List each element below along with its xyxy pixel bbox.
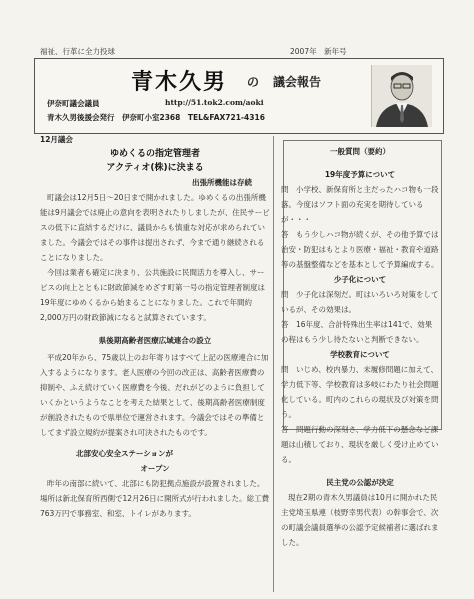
question-heading: 19年度予算について bbox=[324, 170, 396, 179]
section-label: 12月議会 bbox=[40, 135, 73, 144]
subheadline-branch-office: 出張所機能は存続 bbox=[192, 178, 252, 187]
article-paragraph: 現在2期の青木久男議員は10月に開かれた民主党埼玉県連（枝野幸男代表）の幹事会で、次の町議会議員選挙の公認予定候補者に選ばれました。 bbox=[281, 493, 439, 547]
answer: 答 16年度、合計特殊出生率は141で、効果の程はもう少し待たないと判断できない。 bbox=[281, 320, 433, 344]
answer: 答 問題行動の深刻さ、学力低下の懸念など課題は山積しており、現状を厳しく受け止めている。 bbox=[281, 425, 439, 464]
role-label: 伊奈町議会議員 bbox=[47, 99, 100, 108]
tagline: 福祉、行革に全力投球 bbox=[40, 47, 115, 56]
article-paragraph: 町議会は12月5日～20日まで開かれました。ゆめくるの出張所機能は9月議会では廃止の意向を表明されたりしましたが、住民サービスの低下に直結するだけに、議員からも慎重な対応が求められていました。今議会ではその事件は提出されず、今まで通り継続されることになりました。 bbox=[40, 193, 270, 262]
article-paragraph: 平成20年から、75歳以上のお年寄りはすべて上記の医療連合に加入するようになります。老人医療の今回の改正は、高齢者医療費の抑制や、ふえ続けていく医療費を今後、だれがどのように負担していくかというようなことを考えた結果として、後期高齢者医療制度が創設されたもので県単位で運営されます。今議会ではその準備としてまず設立規約が提案され可決されたものです。 bbox=[40, 353, 269, 437]
right-column bbox=[281, 132, 439, 550]
question: 問 少子化は深刻だ。町はいろいろ対策をしているが、その効果は。 bbox=[281, 290, 439, 314]
headline-yumekuru-2: アクティオ(株)に決まる bbox=[106, 163, 204, 173]
masthead-name: 青木久男 bbox=[131, 69, 228, 95]
headline-party-endorsement: 民主党の公認が決定 bbox=[326, 478, 394, 487]
issue-label: 2007年 新年号 bbox=[290, 47, 347, 56]
masthead bbox=[34, 58, 444, 134]
question-heading: 学校教育について bbox=[330, 350, 390, 359]
masthead-subtitle: 議会報告 bbox=[273, 75, 322, 89]
headline-medical-union: 県後期高齢者医療広域連合の設立 bbox=[98, 336, 212, 345]
answer: 答 もう少しハコ物が続くが、その他予算では治安・防犯はもとより医療・福祉・教育や道路等の基盤整備などを基本として予算編成する。 bbox=[281, 230, 439, 269]
left-column bbox=[40, 132, 270, 521]
headline-yumekuru-1: ゆめくるの指定管理者 bbox=[109, 149, 200, 159]
box-title: 一般質問（要約） bbox=[330, 147, 390, 156]
portrait-icon bbox=[372, 65, 432, 127]
publisher-address: 青木久男後援会発行 伊奈町小室2368 TEL&FAX721-4316 bbox=[47, 113, 265, 122]
article-paragraph: 昨年の南部に続いて、北部にも防犯拠点施設が設置されました。場所は新北保育所西側で12月26日に開所式が行われました。総工費763万円で事務室、和室、トイレがあります。 bbox=[40, 479, 270, 518]
question: 問 小学校、新保育所と主だったハコ物も一段落。今度はソフト面の充実を期待しているが・・・ bbox=[281, 185, 439, 224]
portrait-photo bbox=[371, 65, 432, 127]
question: 問 いじめ、校内暴力、未履修問題に加えて、学力低下等、学校教育は多岐にわたり社会問題化している。町内のこれらの現状及び対策を問う。 bbox=[281, 365, 439, 419]
headline-safety-station-1: 北部安心安全ステーションが bbox=[76, 449, 174, 458]
column-divider bbox=[273, 136, 274, 592]
question-heading: 少子化について bbox=[333, 275, 387, 284]
website-url: http://51.tok2.com/aoki bbox=[165, 98, 264, 107]
article-paragraph: 今回は業者も確定に決まり、公共施設に民間活力を導入し、サービスの向上とともに財政節減をめざす町第一号の指定管理者制度は19年度にゆめくるから始まることになりました。これで年間約2,000万円の財政節減になると試算されています。 bbox=[40, 268, 265, 322]
masthead-no: の bbox=[247, 75, 260, 89]
headline-safety-station-2: オープン bbox=[140, 464, 170, 473]
